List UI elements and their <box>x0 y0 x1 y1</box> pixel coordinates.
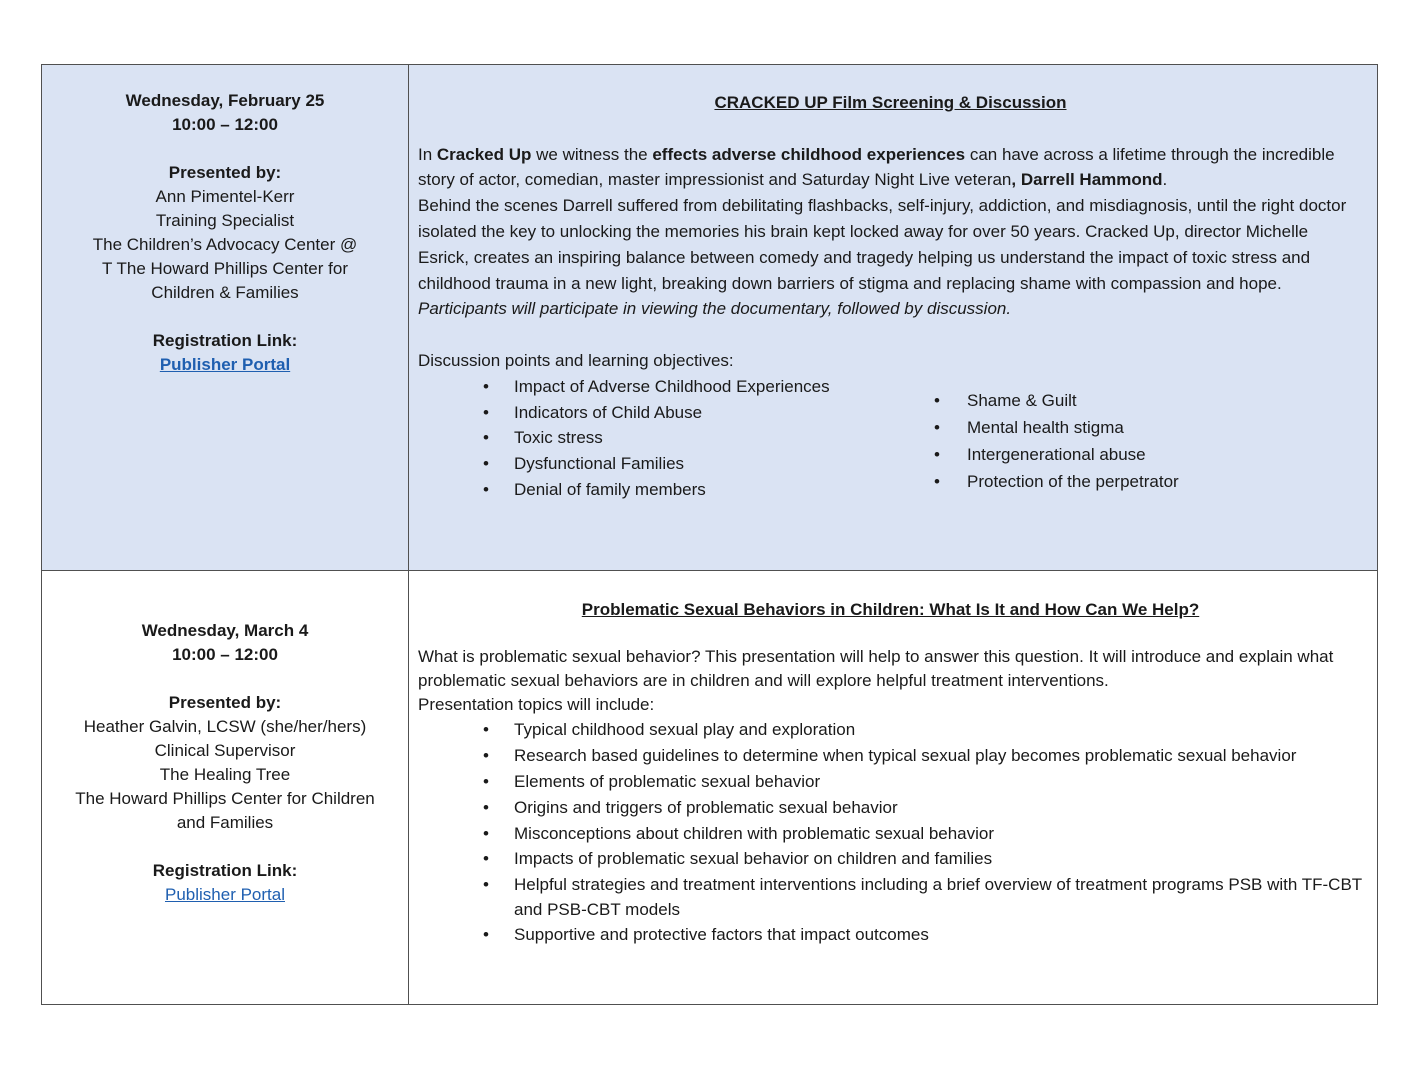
list-item: • Typical childhood sexual play and exploration <box>418 717 1363 743</box>
registration-link[interactable]: Publisher Portal <box>164 885 285 904</box>
presenter-org: The Children’s Advocacy Center @ <box>92 235 358 254</box>
film-title: Cracked Up <box>436 144 532 164</box>
bullet-icon <box>483 451 489 477</box>
bullet-icon <box>483 374 489 400</box>
list-item: • Misconceptions about children with problematic sexual behavior <box>418 821 1363 847</box>
bullet-icon <box>483 846 489 872</box>
bullet-icon <box>934 468 940 495</box>
list-item: • Protection of the perpetrator <box>934 468 1179 495</box>
bullet-icon <box>483 425 489 451</box>
presenter-title: Clinical Supervisor <box>154 741 296 760</box>
session-description-cell <box>409 65 1378 571</box>
bullet-icon <box>483 821 489 847</box>
session-intro <box>418 142 1363 194</box>
list-item: • Denial of family members <box>418 477 934 503</box>
presenter-name: Ann Pimentel-Kerr <box>155 187 295 206</box>
intro-emphasis: effects adverse childhood experiences <box>652 144 966 164</box>
list-item: • Indicators of Child Abuse <box>418 400 934 426</box>
registration-label: Registration Link: <box>152 331 298 350</box>
objectives-list <box>934 387 1179 495</box>
list-item: • Supportive and protective factors that impact outcomes <box>418 922 1363 948</box>
list-label: Presentation topics will include: <box>418 694 655 714</box>
list-item: • Mental health stigma <box>934 414 1179 441</box>
list-item: • Intergenerational abuse <box>934 441 1179 468</box>
topics-list <box>418 717 1363 948</box>
list-item: • Helpful strategies and treatment interventions including a brief overview of treatment programs PSB with TF-CBT and PSB-CBT models <box>418 872 1363 922</box>
session-info-cell <box>42 571 409 1005</box>
bullet-icon <box>483 477 489 503</box>
session-row <box>42 65 1378 571</box>
bullet-icon <box>483 400 489 426</box>
session-info-cell <box>42 65 409 571</box>
list-item: • Shame & Guilt <box>934 387 1179 414</box>
list-item: • Origins and triggers of problematic sexual behavior <box>418 795 1363 821</box>
presenter-name: Heather Galvin, LCSW (she/her/hers) <box>83 717 367 736</box>
session-time: 10:00 – 12:00 <box>172 645 278 664</box>
session-row <box>42 571 1378 1005</box>
session-description: Behind the scenes Darrell suffered from debilitating flashbacks, self-injury, addiction, and misdiagnosis, until the right doctor isolated the key to unlocking the memories his brain kept locked away for over 50 years. Cracked Up, director Michelle Esrick, creates an inspiring balance between comedy and tragedy helping us understand the impact of toxic stress and childhood trauma in a new light, breaking down barriers of stigma and replacing shame with compassion and hope. <box>418 196 1347 293</box>
session-date: Wednesday, February 25 <box>125 91 325 110</box>
intro-text: . <box>1162 170 1168 190</box>
registration-label: Registration Link: <box>152 861 298 880</box>
session-title: Problematic Sexual Behaviors in Children: What Is It and How Can We Help? <box>581 600 1200 619</box>
session-description-cell <box>409 571 1378 1005</box>
actor-name: , Darrell Hammond <box>1011 170 1163 190</box>
objectives-columns <box>418 374 1363 503</box>
bullet-icon <box>934 414 940 441</box>
presenter-org: The Healing Tree <box>159 765 291 784</box>
bullet-icon <box>483 795 489 821</box>
list-item: • Elements of problematic sexual behavior <box>418 769 1363 795</box>
presented-by-label: Presented by: <box>168 163 282 182</box>
list-item: • Impacts of problematic sexual behavior on children and families <box>418 846 1363 872</box>
presenter-org: and Families <box>176 813 274 832</box>
presenter-org: The Howard Phillips Center for Children <box>75 789 375 808</box>
intro-text: In <box>418 144 437 164</box>
bullet-icon <box>934 387 940 414</box>
session-time: 10:00 – 12:00 <box>172 115 278 134</box>
bullet-icon <box>483 717 489 743</box>
intro-text: can have across a lifetime through the incredible story of actor, comedian, master impressionist and Saturday Night Live veteran <box>418 144 1335 190</box>
bullet-icon <box>483 922 489 948</box>
presented-by-label: Presented by: <box>168 693 282 712</box>
bullet-icon <box>483 872 489 897</box>
presenter-org: Children & Families <box>151 283 299 302</box>
bullet-icon <box>483 743 489 769</box>
list-item: • Toxic stress <box>418 425 934 451</box>
objectives-list <box>418 374 934 503</box>
session-title: CRACKED UP Film Screening & Discussion <box>714 93 1067 112</box>
presenter-org: T The Howard Phillips Center for <box>102 259 348 278</box>
presenter-title: Training Specialist <box>155 211 295 230</box>
list-item: • Research based guidelines to determine when typical sexual play becomes problematic sexual behavior <box>418 743 1363 769</box>
list-label: Discussion points and learning objectives: <box>418 350 734 370</box>
list-item: • Impact of Adverse Childhood Experiences <box>418 374 934 400</box>
registration-link[interactable]: Publisher Portal <box>159 355 291 374</box>
participation-note: Participants will participate in viewing the documentary, followed by discussion. <box>418 299 1012 319</box>
bullet-icon <box>934 441 940 468</box>
session-intro: What is problematic sexual behavior? This presentation will help to answer this question. It will introduce and explain what problematic sexual behaviors are in children and will explore helpful treatment interventions. <box>418 646 1334 690</box>
list-item: • Dysfunctional Families <box>418 451 934 477</box>
schedule-table <box>41 64 1378 1005</box>
session-date: Wednesday, March 4 <box>141 621 309 640</box>
bullet-icon <box>483 769 489 795</box>
intro-text: we witness the <box>531 144 653 164</box>
